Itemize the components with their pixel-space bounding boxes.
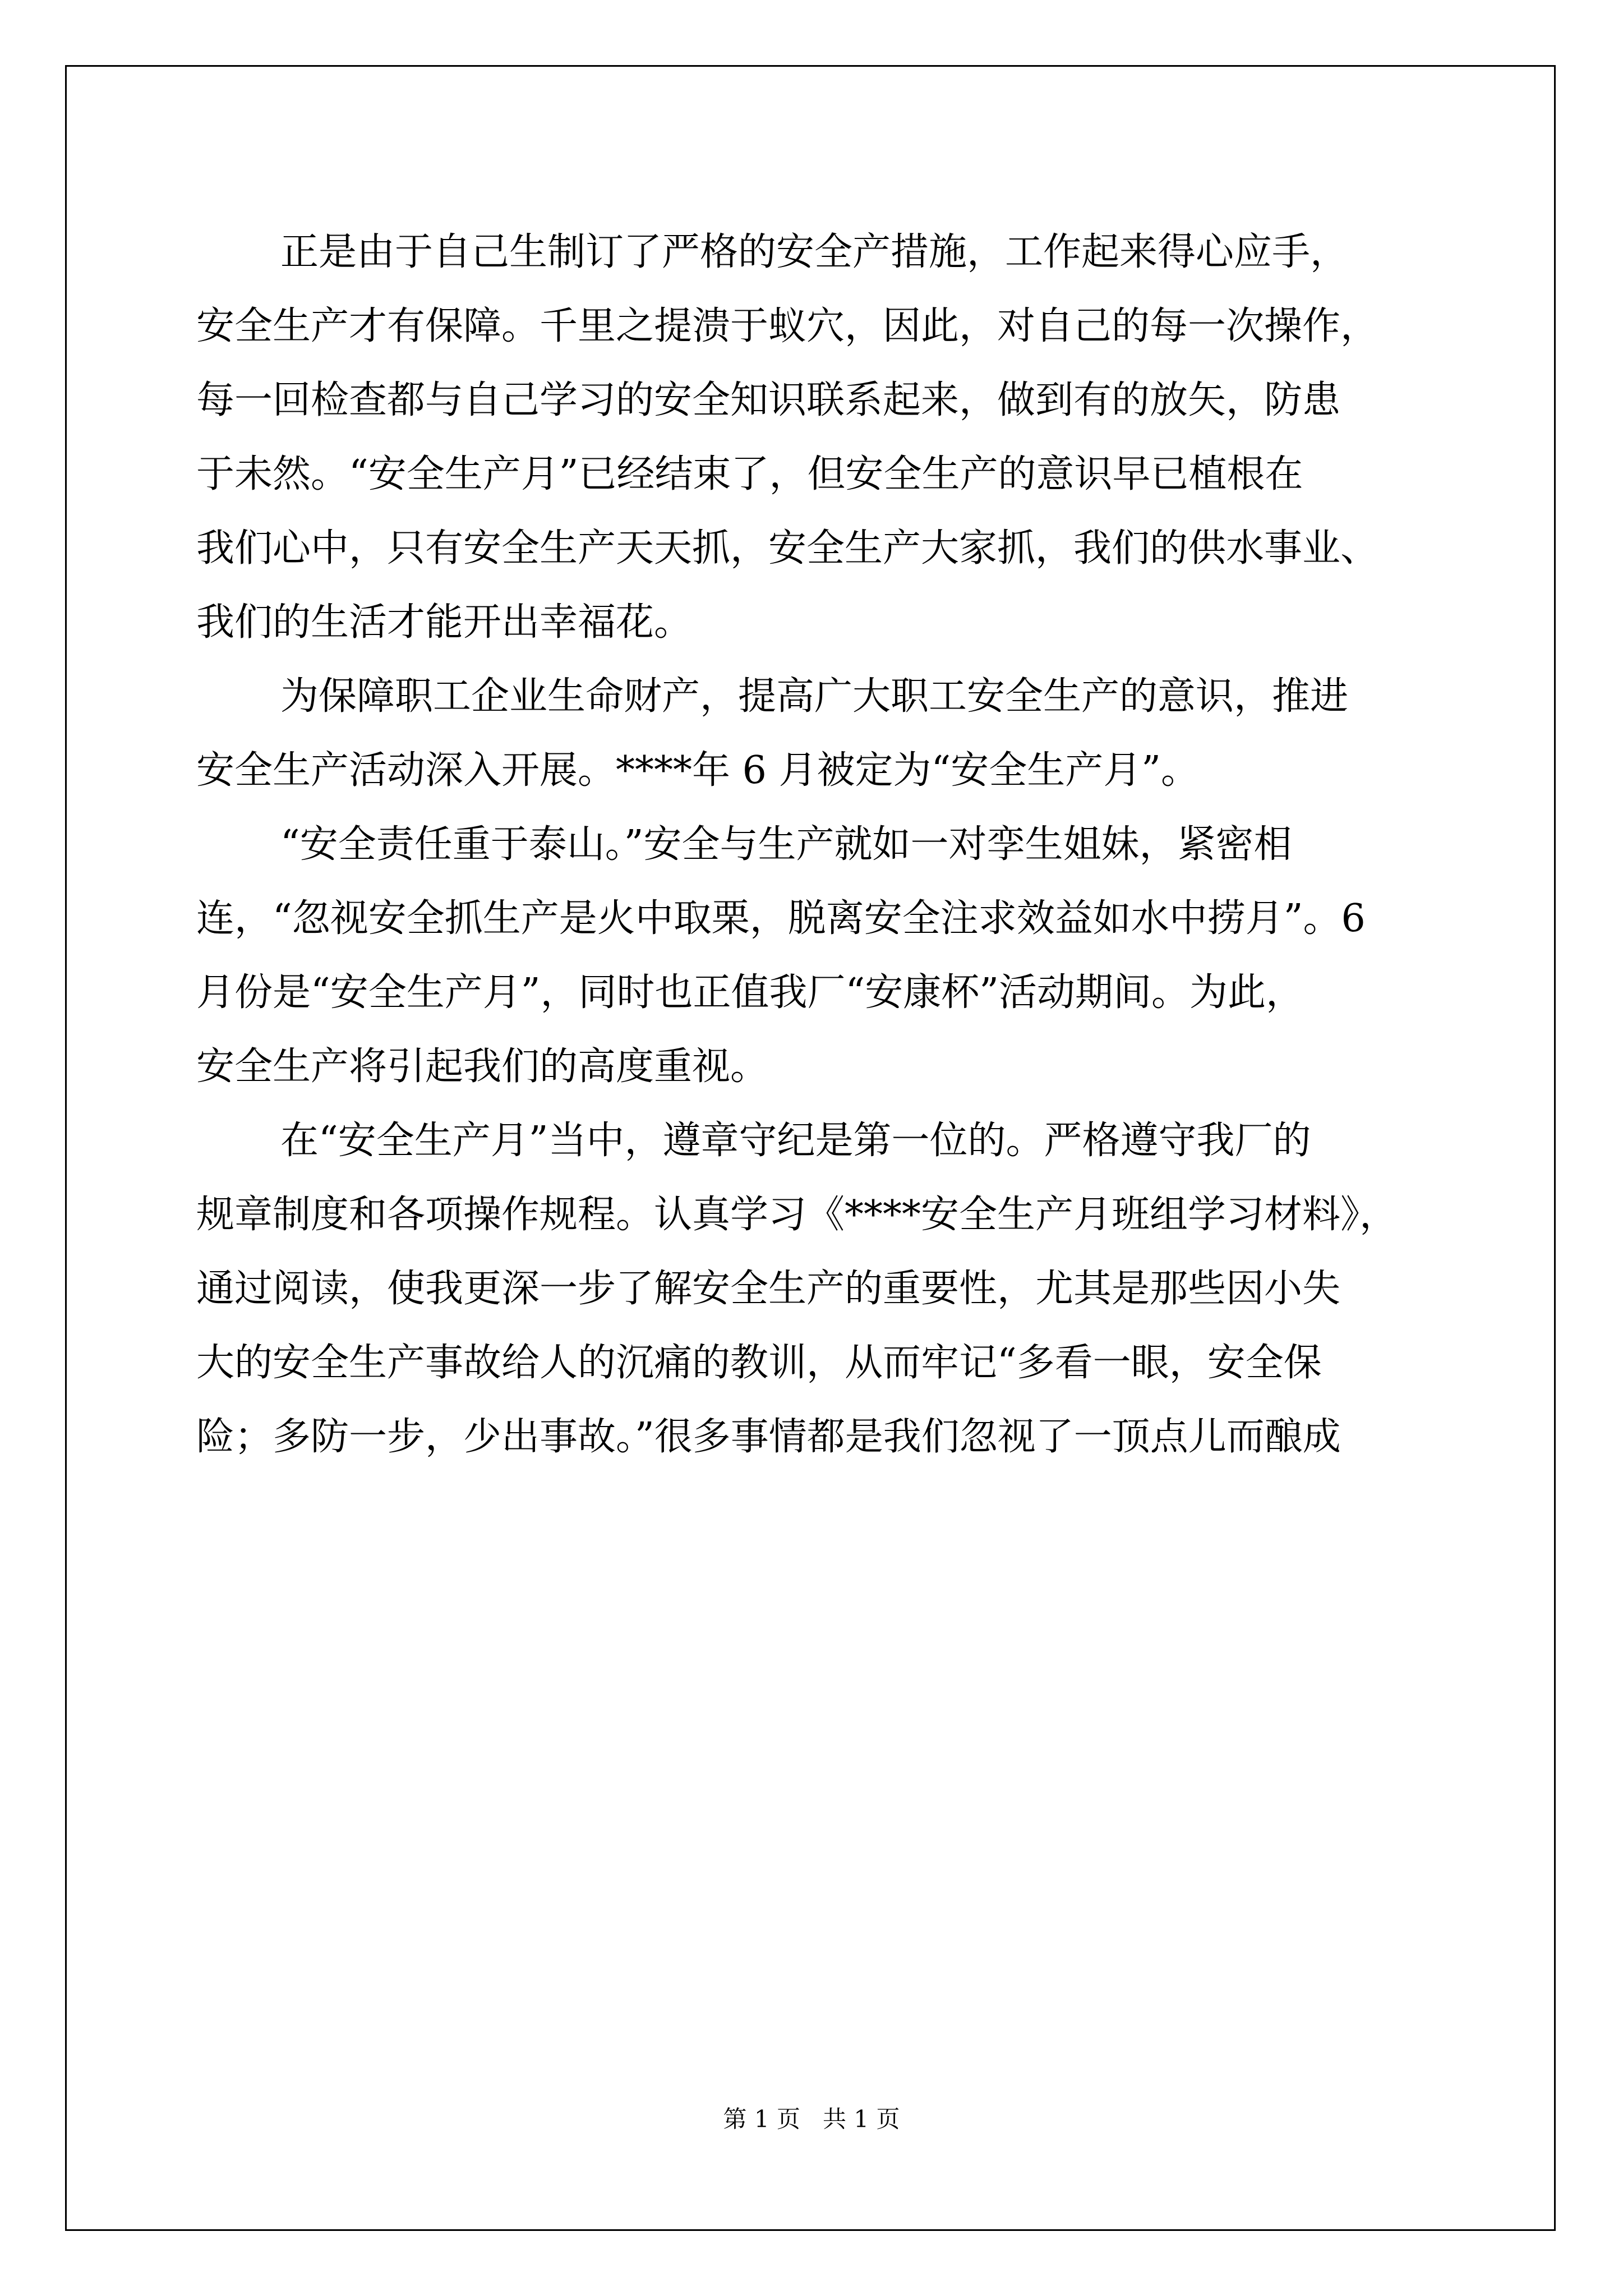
text-line-1: 正是由于自己生制订了严格的安全产措施，工作起来得心应手， bbox=[280, 230, 1349, 274]
text-line-2: 安全生产才有保障。千里之提溃于蚁穴，因此，对自己的每一次操作， bbox=[196, 304, 1379, 348]
text-line-15: 通过阅读，使我更深一步了解安全生产的重要性，尤其是那些因小失 bbox=[196, 1267, 1341, 1311]
text-line-12: 安全生产将引起我们的高度重视。 bbox=[196, 1045, 769, 1089]
text-line-7: 为保障职工企业生命财产，提高广大职工安全生产的意识，推进 bbox=[280, 674, 1349, 719]
text-line-8: 安全生产活动深入开展。****年 6 月被定为“安全生产月”。 bbox=[196, 748, 1200, 793]
text-line-16: 大的安全生产事故给人的沉痛的教训，从而牢记“多看一眼，安全保 bbox=[196, 1341, 1322, 1385]
text-line-13: 在“安全生产月”当中，遵章守纪是第一位的。严格遵守我厂的 bbox=[280, 1119, 1311, 1163]
text-line-11: 月份是“安全生产月”，同时也正值我厂“安康杯”活动期间。为此， bbox=[196, 970, 1304, 1015]
text-line-5: 我们心中，只有安全生产天天抓，安全生产大家抓，我们的供水事业、 bbox=[196, 526, 1379, 570]
text-line-4: 于未然。“安全生产月”已经结束了，但安全生产的意识早已植根在 bbox=[196, 452, 1303, 496]
text-line-17: 险；多防一步，少出事故。”很多事情都是我们忽视了一顶点儿而酿成 bbox=[196, 1415, 1341, 1459]
text-line-9: “安全责任重于泰山。”安全与生产就如一对孪生姐妹，紧密相 bbox=[280, 822, 1292, 867]
text-line-3: 每一回检查都与自己学习的安全知识联系起来，做到有的放矢，防患 bbox=[196, 378, 1341, 422]
text-line-10: 连，“忽视安全抓生产是火中取栗，脱离安全注求效益如水中捞月”。6 bbox=[196, 896, 1366, 941]
text-line-6: 我们的生活才能开出幸福花。 bbox=[196, 600, 693, 645]
page-number-footer: 第 1 页 共 1 页 bbox=[723, 2105, 900, 2133]
text-line-14: 规章制度和各项操作规程。认真学习《****安全生产月班组学习材料》， bbox=[196, 1193, 1398, 1237]
